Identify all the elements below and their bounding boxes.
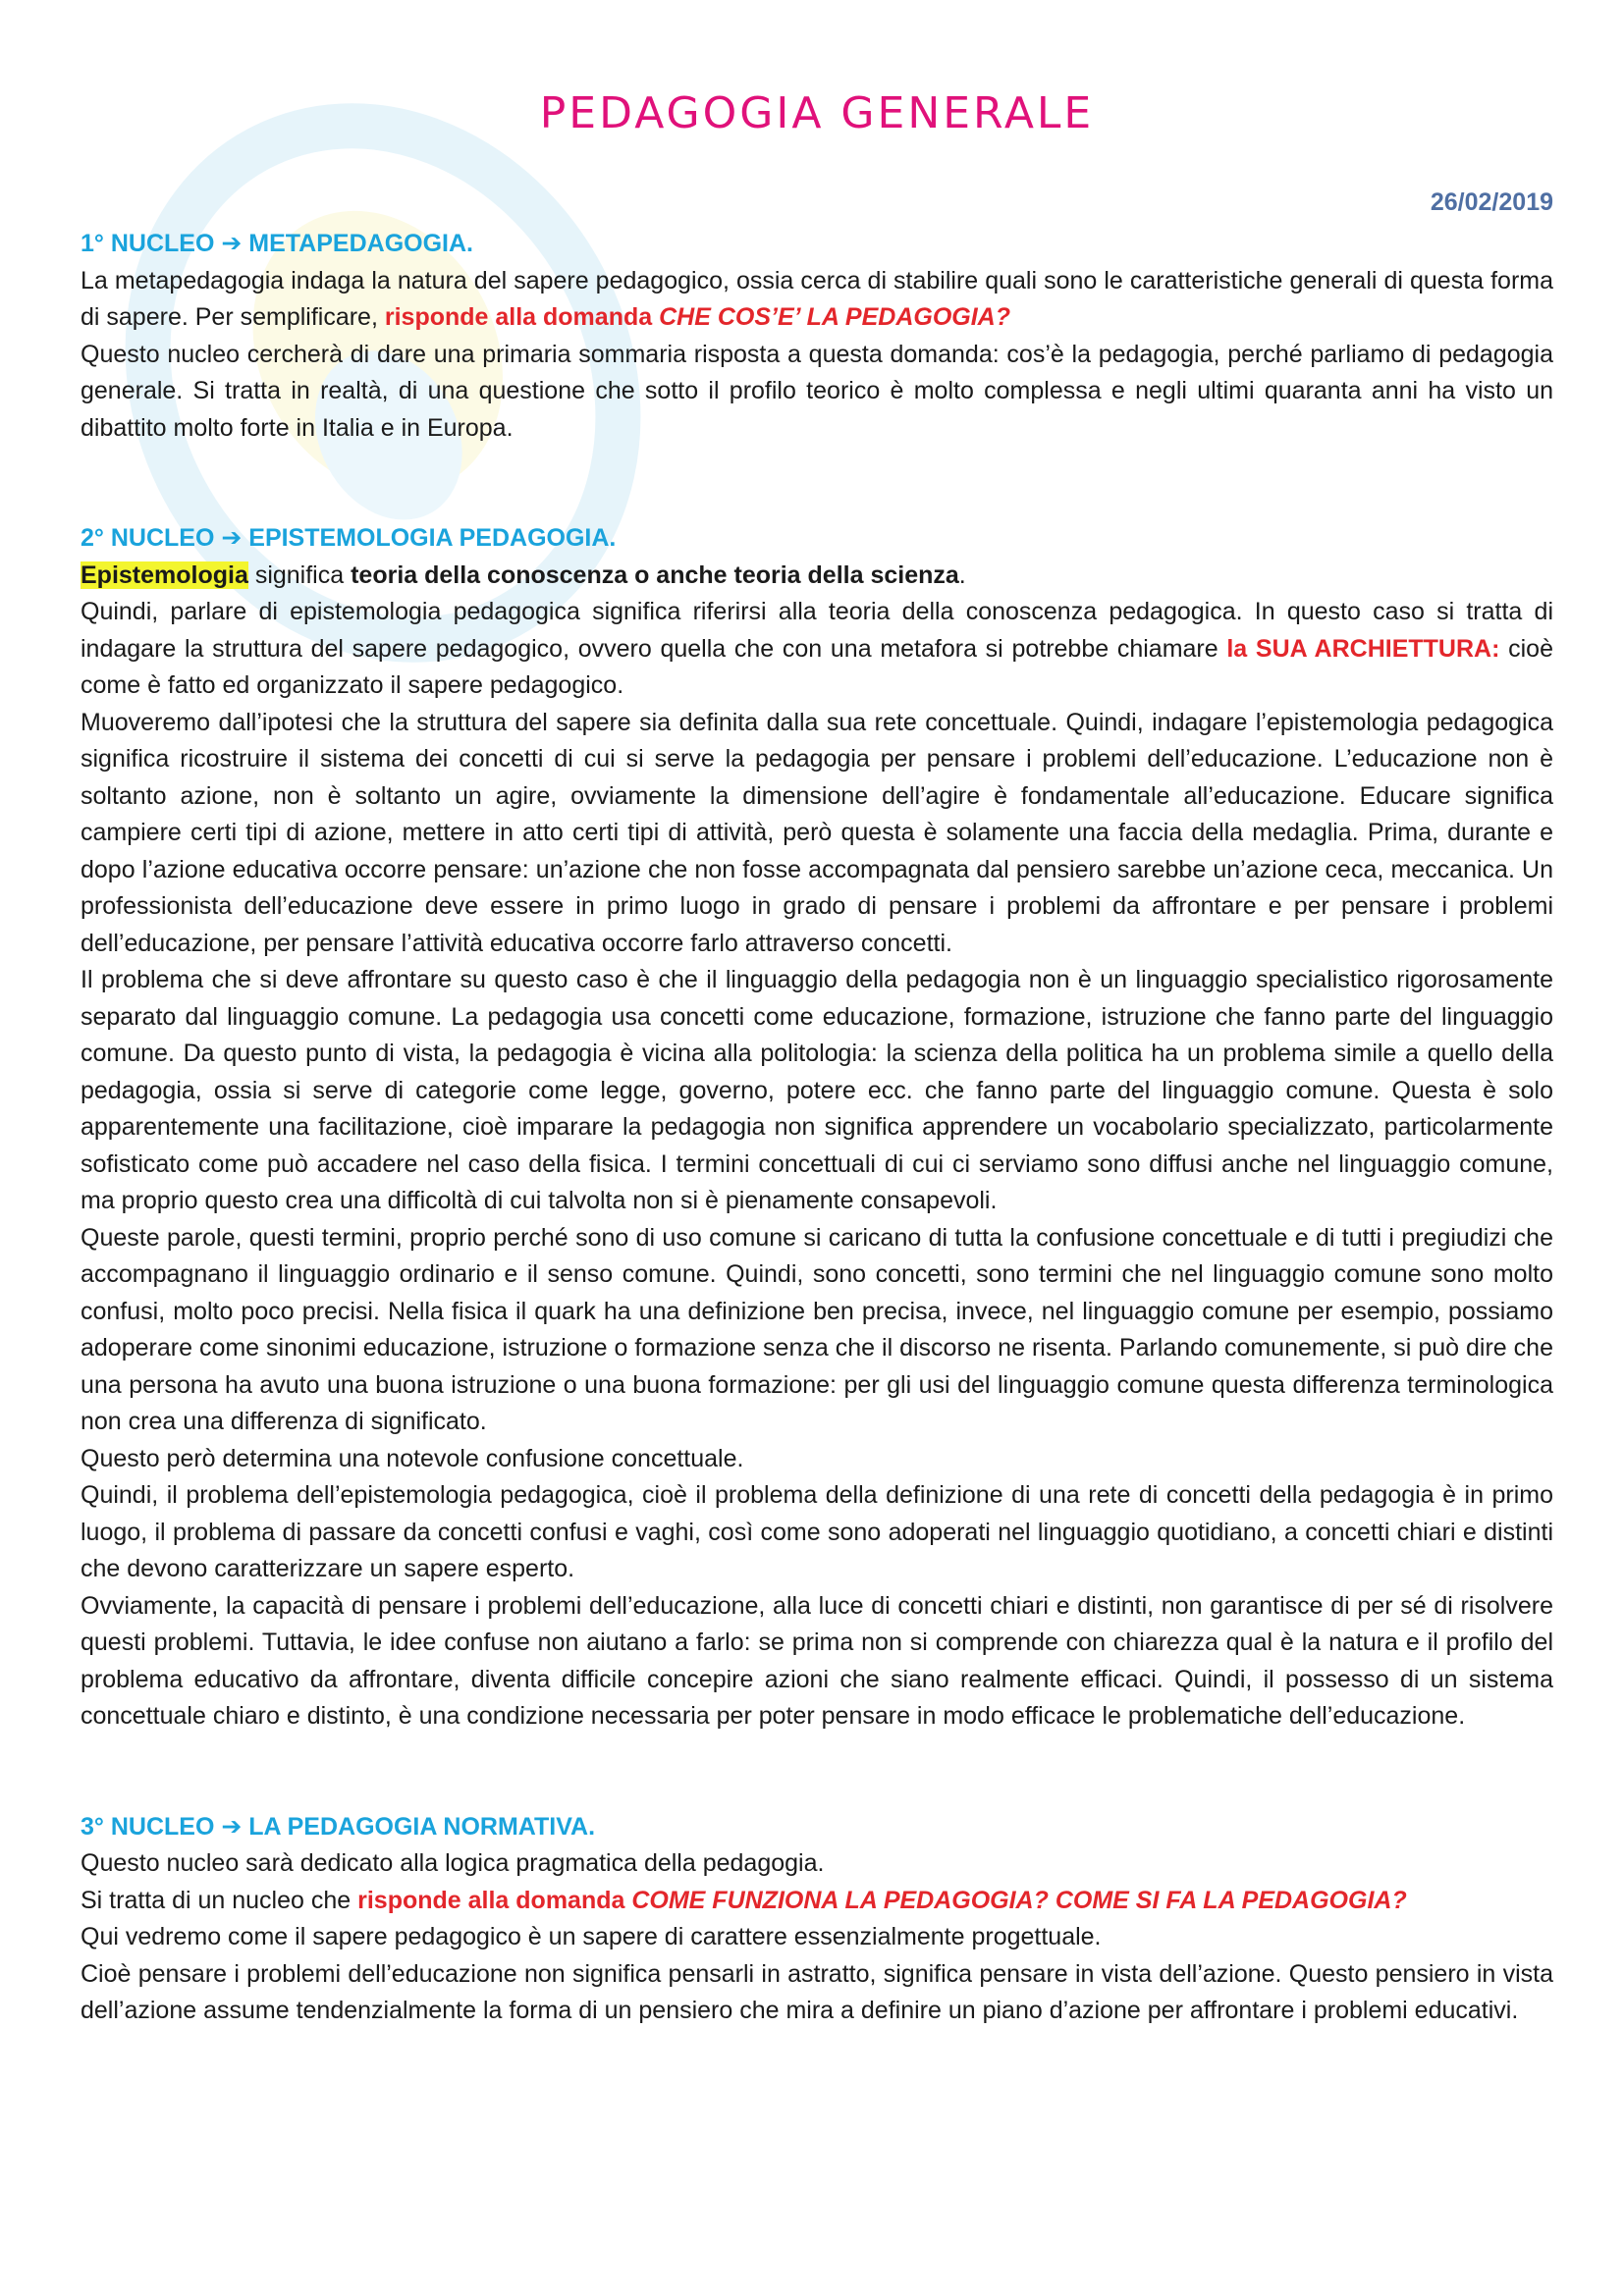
- text: La metapedagogia indaga la natura del sapere pedagogico, ossia cerca di stabilire quali sono le caratteristiche generali di questa forma di sapere. Per semplificare,: [81, 266, 1553, 331]
- highlighted-term: Epistemologia: [81, 561, 248, 589]
- paragraph: Questo nucleo sarà dedicato alla logica pragmatica della pedagogia.: [81, 1849, 825, 1877]
- paragraph: Questo però determina una notevole confusione concettuale.: [81, 1444, 744, 1472]
- section-heading-3: [81, 1809, 1553, 1846]
- paragraph: Muoveremo dall’ipotesi che la struttura del sapere sia definita dalla sua rete concettuale. Quindi, indagare l’epistemologia pedagogica significa ricostruire il sistema dei concetti di cui si serve la pedagogia per pensare i problemi dell’educazione. L’educazione non è soltanto azione, non è soltanto un agire, ovviamente la dimensione dell’agire è fondamentale all’educazione. Educare significa campiere certi tipi di azione, mettere in atto certi tipi di attività, però questa è solamente una faccia della medaglia. Prima, durante e dopo l’azione educativa occorre pensare: un’azione che non fosse accompagnata dal pensiero sarebbe un’azione ceca, meccanica. Un professionista dell’educazione deve essere in primo luogo in grado di pensare i problemi da affrontare e per pensare i problemi dell’educazione, per pensare l’attività educativa occorre farlo attraverso concetti.: [81, 708, 1553, 957]
- arrow-icon: ➔: [221, 1812, 243, 1841]
- paragraph: Questo nucleo cercherà di dare una primaria sommaria risposta a questa domanda: cos’è la pedagogia, perché parliamo di pedagogia generale. Si tratta in realtà, di una questione che sotto il profilo teorico è molto complessa e negli ultimi quaranta anni ha visto un dibattito molto forte in Italia e in Europa.: [81, 340, 1553, 442]
- text: cioè come è fatto ed organizzato il sapere pedagogico.: [81, 634, 1553, 699]
- section-number: 1° NUCLEO: [81, 230, 215, 257]
- text: .: [958, 561, 966, 589]
- paragraph: [81, 1883, 1553, 1920]
- page-title: PEDAGOGIA GENERALE: [539, 88, 1095, 138]
- text: Si tratta di un nucleo che: [81, 1886, 358, 1914]
- section-number: 2° NUCLEO: [81, 524, 215, 552]
- paragraph: [81, 263, 1553, 337]
- section-title: LA PEDAGOGIA NORMATIVA.: [248, 1812, 596, 1841]
- section-title: EPISTEMOLOGIA PEDAGOGIA.: [248, 524, 617, 552]
- section-heading-2: [81, 520, 1553, 558]
- paragraph: Queste parole, questi termini, proprio perché sono di uso comune si caricano di tutta la confusione concettuale e di tutti i pregiudizi che accompagnano il linguaggio ordinario e il senso comune. Quindi, sono concetti, sono termini che nel linguaggio comune sono molto confusi, molto poco precisi. Nella fisica il quark ha una definizione ben precisa, invece, nel linguaggio comune per esempio, possiamo adoperare come sinonimi educazione, istruzione o formazione senza che il discorso ne risenta. Parlando comunemente, si può dire che una persona ha avuto una buona istruzione o una buona formazione: per gli usi del linguaggio comune questa differenza terminologica non crea una differenza di significato.: [81, 1223, 1553, 1435]
- paragraph: [81, 558, 1553, 595]
- highlighted-question: CHE COS’E’ LA PEDAGOGIA?: [659, 303, 1010, 331]
- highlighted-question: COME FUNZIONA LA PEDAGOGIA? COME SI FA LA PEDAGOGIA?: [631, 1886, 1407, 1914]
- bold-text: teoria della conoscenza o anche teoria della scienza: [351, 561, 959, 589]
- highlighted-text: risponde alla domanda: [384, 303, 660, 331]
- paragraph: Ovviamente, la capacità di pensare i problemi dell’educazione, alla luce di concetti chiari e distinti, non garantisce di per sé di risolvere questi problemi. Tuttavia, le idee confuse non aiutano a farlo: se prima non si comprende con chiarezza qual è la natura e il profilo del problema educativo da affrontare, diventa difficile concepire azioni che siano realmente efficaci. Quindi, il possesso di un sistema concettuale chiaro e distinto, è una condizione necessaria per poter pensare in modo efficace le problematiche dell’educazione.: [81, 1591, 1553, 1730]
- paragraph: Qui vedremo come il sapere pedagogico è un sapere di carattere essenzialmente progettuale.: [81, 1923, 1102, 1950]
- document-date: 26/02/2019: [1430, 188, 1553, 216]
- document-body: [81, 226, 1553, 2030]
- section-title: METAPEDAGOGIA.: [248, 230, 473, 257]
- paragraph: Il problema che si deve affrontare su questo caso è che il linguaggio della pedagogia non è un linguaggio specialistico rigorosamente separato dal linguaggio comune. La pedagogia usa concetti come educazione, formazione, istruzione che fanno parte del linguaggio comune. Da questo punto di vista, la pedagogia è vicina alla politologia: la scienza della politica ha un problema simile a quello della pedagogia, ossia si serve di categorie come legge, governo, potere ecc. che fanno parte del linguaggio comune. Questa è solo apparentemente una facilitazione, cioè imparare la pedagogia non significa apprendere un vocabolario specializzato, particolarmente sofisticato come può accadere nel caso della fisica. I termini concettuali di cui ci serviamo sono diffusi anche nel linguaggio comune, ma proprio questo crea una difficoltà di cui talvolta non si è pienamente consapevoli.: [81, 966, 1553, 1214]
- paragraph: Cioè pensare i problemi dell’educazione non significa pensarli in astratto, significa pensare in vista dell’azione. Questo pensiero in vista dell’azione assume tendenzialmente la forma di un pensiero che mira a definire un piano d’azione per affrontare i problemi educativi.: [81, 1959, 1553, 2024]
- text: Quindi, parlare di epistemologia pedagogica significa riferirsi alla teoria della conoscenza pedagogica. In questo caso si tratta di indagare la struttura del sapere pedagogico, ovvero quella che con una metafora si potrebbe chiamare: [81, 598, 1553, 663]
- section-heading-1: [81, 226, 1553, 263]
- paragraph: Quindi, il problema dell’epistemologia pedagogica, cioè il problema della definizione di una rete di concetti della pedagogia è in primo luogo, il problema di passare da concetti confusi e vaghi, così come sono adoperati nel linguaggio quotidiano, a concetti chiari e distinti che devono caratterizzare un sapere esperto.: [81, 1481, 1553, 1582]
- section-number: 3° NUCLEO: [81, 1812, 215, 1841]
- highlighted-text: la SUA ARCHIETTURA:: [1226, 634, 1500, 663]
- paragraph: [81, 594, 1553, 705]
- arrow-icon: ➔: [221, 230, 243, 257]
- arrow-icon: ➔: [221, 524, 243, 552]
- highlighted-text: risponde alla domanda: [357, 1886, 632, 1914]
- text: significa: [247, 561, 352, 589]
